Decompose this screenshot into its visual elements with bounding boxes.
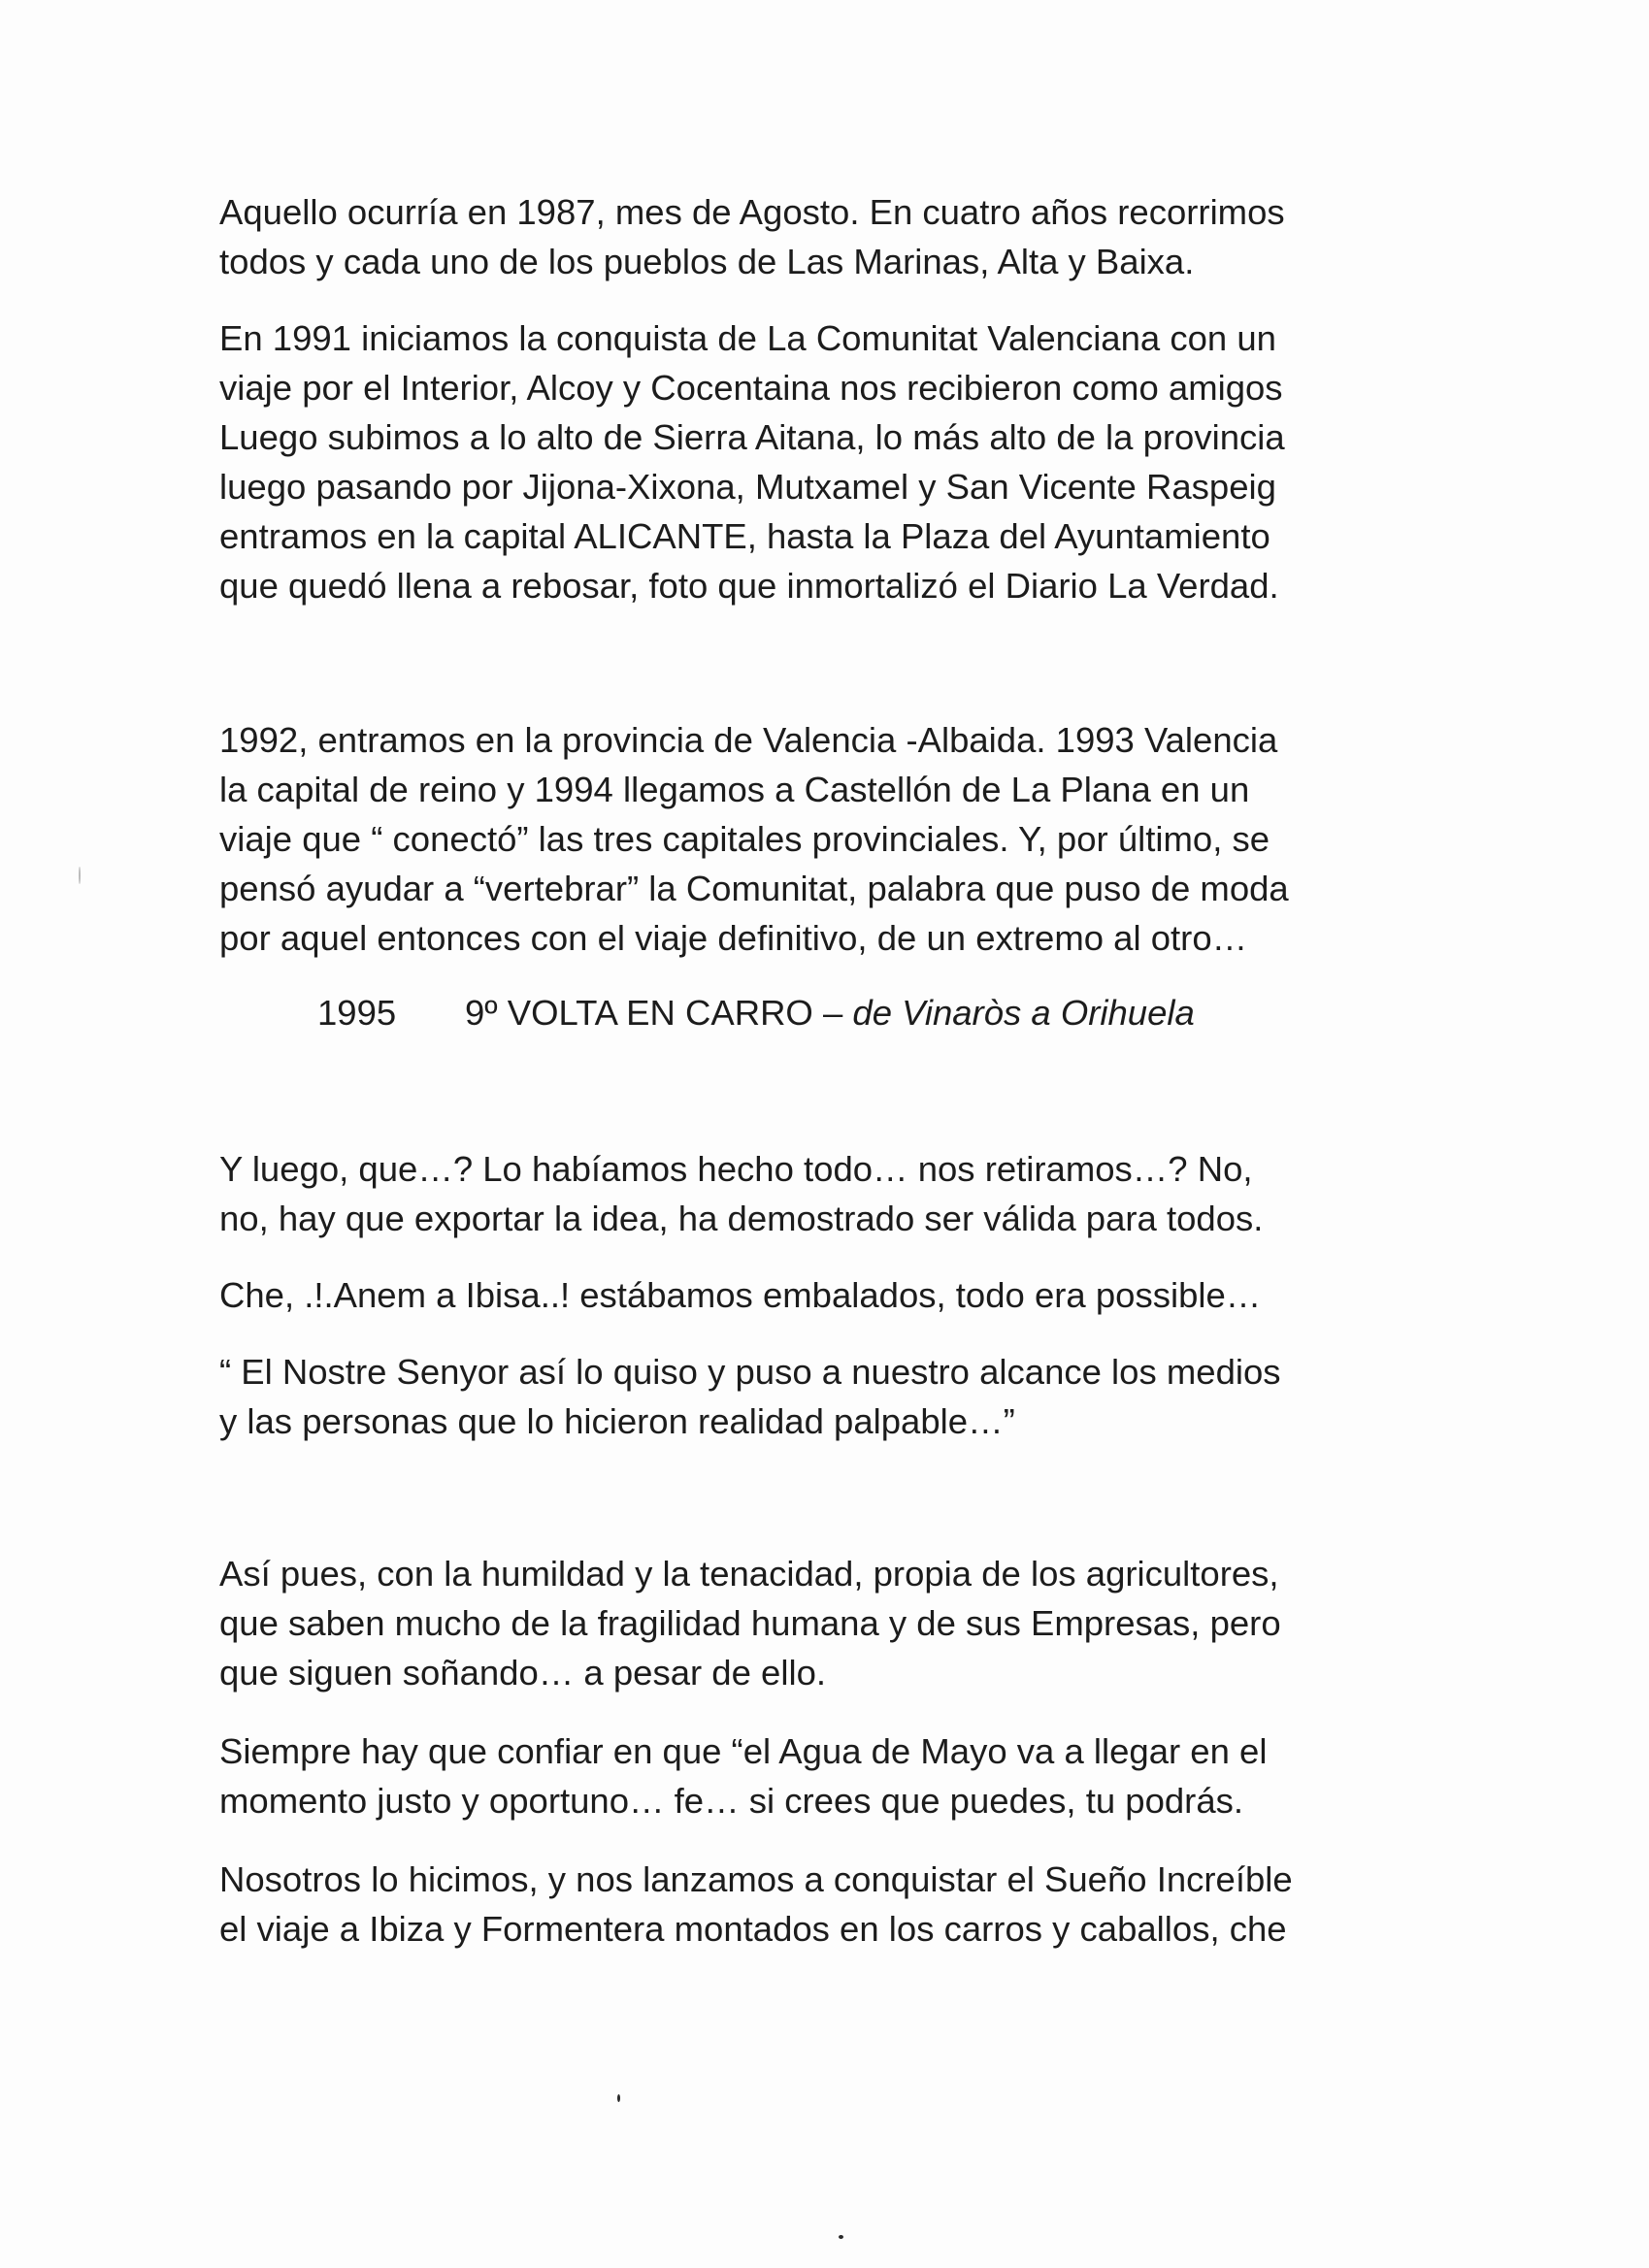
paragraph-2-line-2: viaje por el Interior, Alcoy y Cocentaina nos recibieron como amigos	[219, 368, 1283, 408]
volta-heading	[317, 989, 1195, 1037]
paragraph-1-line-1: Aquello ocurría en 1987, mes de Agosto. En cuatro años recorrimos	[219, 192, 1285, 232]
heading-title: 9º VOLTA EN CARRO –	[465, 993, 853, 1033]
paragraph-5-line-1: Che, .!.Anem a Ibisa..! estábamos embalados, todo era possible…	[219, 1275, 1262, 1315]
paragraph-3-line-1: 1992, entramos en la provincia de Valencia -Albaida. 1993 Valencia	[219, 720, 1278, 760]
paragraph-3-line-4: pensó ayudar a “vertebrar” la Comunitat, palabra que puso de moda	[219, 869, 1289, 908]
heading-route: de Vinaròs a Orihuela	[852, 993, 1195, 1033]
heading-year: 1995	[317, 993, 397, 1033]
paragraph-9-line-2: el viaje a Ibiza y Formentera montados en los carros y caballos, che	[219, 1909, 1287, 1949]
scan-speck	[617, 2094, 620, 2102]
paragraph-2-line-1: En 1991 iniciamos la conquista de La Comunitat Valenciana con un	[219, 318, 1276, 358]
paragraph-2-line-4: luego pasando por Jijona-Xixona, Mutxamel y San Vicente Raspeig	[219, 467, 1276, 507]
paragraph-1-line-2: todos y cada uno de los pueblos de Las Marinas, Alta y Baixa.	[219, 242, 1195, 281]
paragraph-2-line-6: que quedó llena a rebosar, foto que inmortalizó el Diario La Verdad.	[219, 566, 1279, 606]
paragraph-3-line-3: viaje que “ conectó” las tres capitales provinciales. Y, por último, se	[219, 819, 1270, 859]
paragraph-7-line-1: Así pues, con la humildad y la tenacidad, propia de los agricultores,	[219, 1554, 1279, 1594]
paragraph-4-line-1: Y luego, que…? Lo habíamos hecho todo… nos retiramos…? No,	[219, 1149, 1253, 1189]
paragraph-8-line-1: Siempre hay que confiar en que “el Agua de Mayo va a llegar en el	[219, 1731, 1268, 1771]
paragraph-4-line-2: no, hay que exportar la idea, ha demostrado ser válida para todos.	[219, 1199, 1264, 1238]
paragraph-6-line-2: y las personas que lo hicieron realidad palpable…”	[219, 1401, 1015, 1441]
paragraph-7-line-3: que siguen soñando… a pesar de ello.	[219, 1653, 827, 1693]
paragraph-7-line-2: que saben mucho de la fragilidad humana y de sus Empresas, pero	[219, 1603, 1281, 1643]
scan-speck	[839, 2235, 843, 2239]
paragraph-6-line-1: “ El Nostre Senyor así lo quiso y puso a nuestro alcance los medios	[219, 1352, 1281, 1392]
paragraph-2-line-5: entramos en la capital ALICANTE, hasta la Plaza del Ayuntamiento	[219, 516, 1270, 556]
paragraph-3-line-5: por aquel entonces con el viaje definitivo, de un extremo al otro…	[219, 918, 1248, 958]
paragraph-2-line-3: Luego subimos a lo alto de Sierra Aitana, lo más alto de la provincia	[219, 417, 1285, 457]
scan-speck	[79, 867, 81, 884]
paragraph-8-line-2: momento justo y oportuno… fe… si crees que puedes, tu podrás.	[219, 1781, 1244, 1821]
paragraph-9-line-1: Nosotros lo hicimos, y nos lanzamos a conquistar el Sueño Increíble	[219, 1859, 1293, 1899]
paragraph-3-line-2: la capital de reino y 1994 llegamos a Castellón de La Plana en un	[219, 770, 1250, 809]
